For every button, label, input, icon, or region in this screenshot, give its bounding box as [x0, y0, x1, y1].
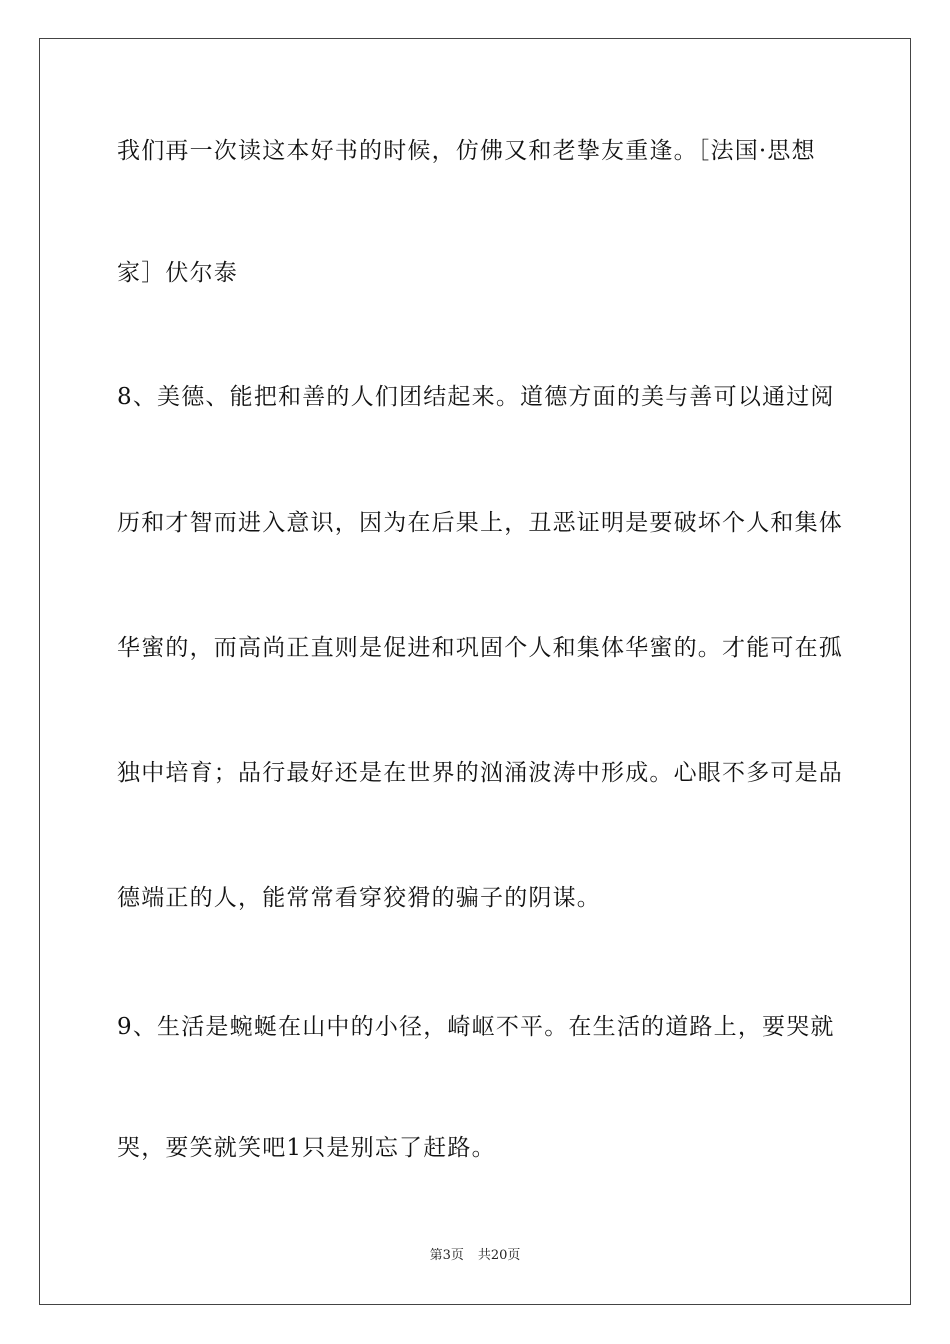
text-line: 9、生活是蜿蜒在山中的小径，崎岖不平。在生活的道路上，要哭就: [117, 1014, 835, 1040]
page-number: 第3页: [429, 1248, 464, 1263]
text-line: 华蜜的，而高尚正直则是促进和巩固个人和集体华蜜的。才能可在孤: [117, 635, 843, 661]
text-line: 历和才智而进入意识，因为在后果上，丑恶证明是要破坏个人和集体: [117, 510, 843, 536]
text-line: 我们再一次读这本好书的时候，仿佛又和老挚友重逢。［法国·思想: [117, 138, 816, 164]
text-line: 德端正的人，能常常看穿狡猾的骗子的阴谋。: [117, 885, 601, 911]
text-line: 哭，要笑就笑吧1只是别忘了赶路。: [117, 1135, 496, 1161]
text-line: 8、美德、能把和善的人们团结起来。道德方面的美与善可以通过阅: [117, 384, 835, 410]
page-border: [39, 38, 911, 1305]
text-line: 独中培育；品行最好还是在世界的汹涌波涛中形成。心眼不多可是品: [117, 760, 843, 786]
page-total: 共20页: [477, 1248, 521, 1263]
text-line: 家］伏尔泰: [117, 260, 238, 286]
page-footer: [0, 1247, 950, 1265]
